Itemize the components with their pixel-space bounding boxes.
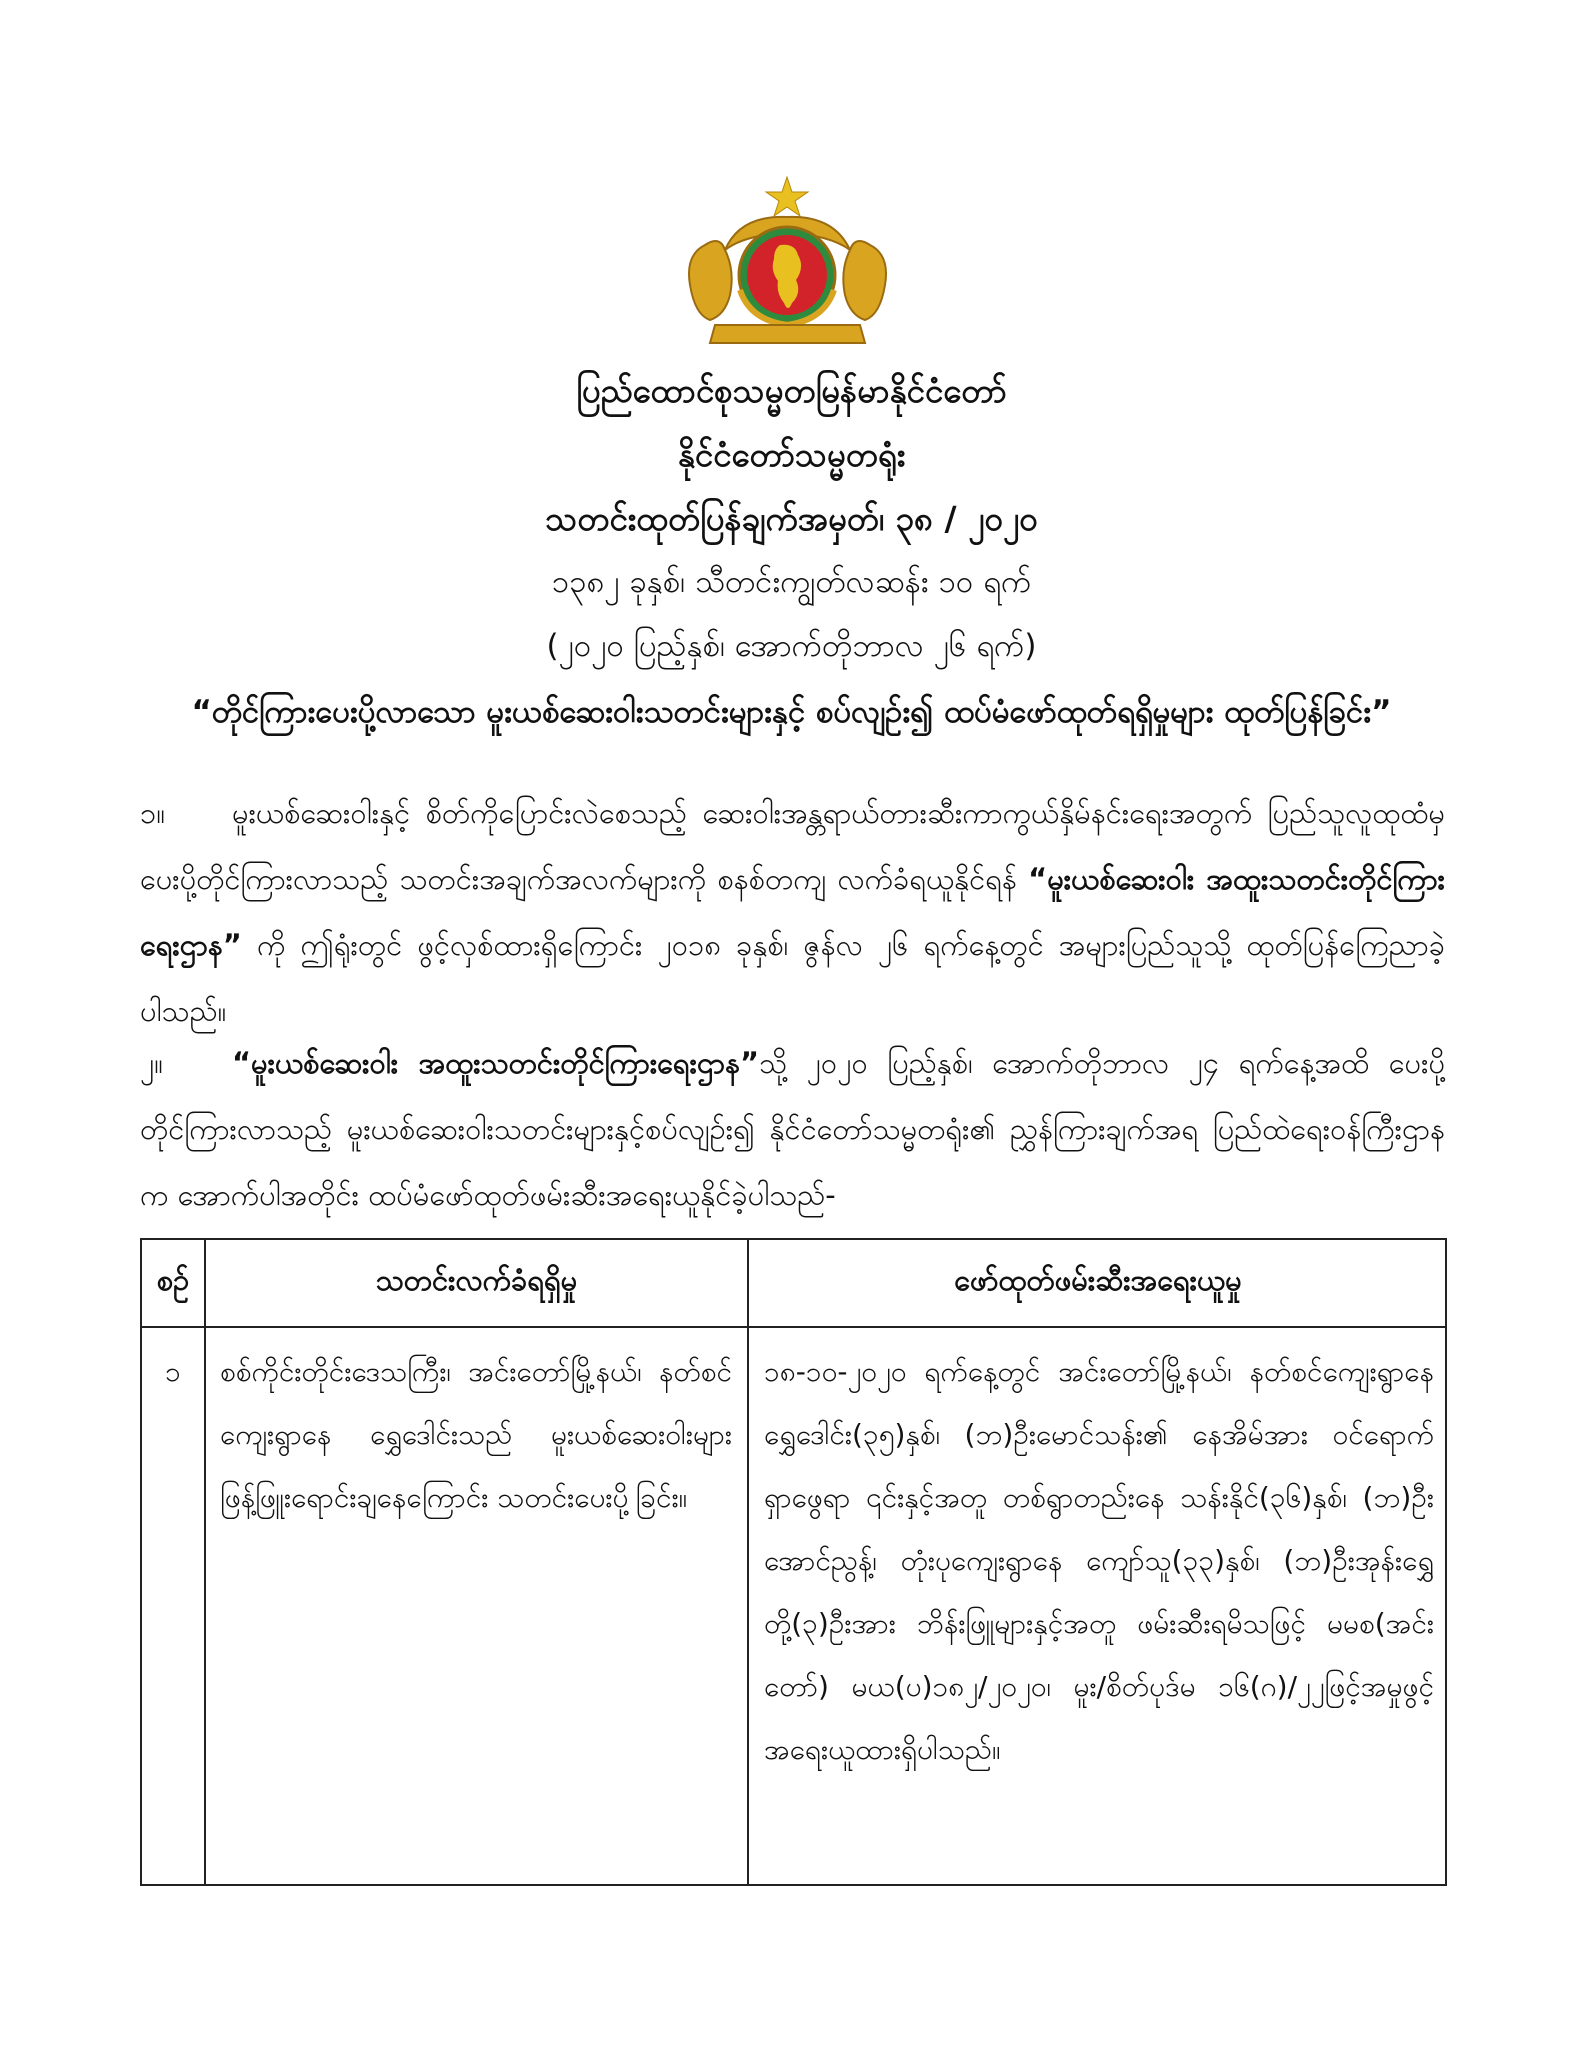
table-divider [204,1240,206,1884]
row-number: ၁ [165,1355,181,1388]
country-name: ပြည်ထောင်စုသမ္မတမြန်မာနိုင်ငံတော် [576,371,1007,410]
column-header-no: စဉ် [156,1262,190,1297]
row-received: စစ်ကိုင်းတိုင်းဒေသကြီး၊ အင်းတော်မြို့နယ်၊ နတ်စင်ကျေးရွာနေ ရွှေဒေါင်းသည် မူးယစ်ဆေးဝါးများ ဖြန့်ဖြူးရောင်းချနေကြောင်း သတင်းပေးပို့ခြင်း။ [220,1355,732,1514]
table-header-divider [142,1326,1445,1328]
column-header-received: သတင်းလက်ခံရရှိမှု [375,1262,578,1297]
paragraph-bold-text: “မူးယစ်ဆေးဝါး အထူးသတင်းတိုင်ကြားရေးဌာန” [140,862,1445,962]
row-action: ၁၈-၁၀-၂၀၂၀ ရက်နေ့တွင် အင်းတော်မြို့နယ်၊ နတ်စင်ကျေးရွာနေ ရွှေဒေါင်း(၃၅)နှစ်၊ (ဘ)ဦးမောင်သန်း၏ နေအိမ်အား ဝင်ရောက်ရှာဖွေရာ ၎င်းနှင့်အတူ တစ်ရွာတည်းနေ သန်းနိုင်(၃၆)နှစ်၊ (ဘ)ဦးအောင်ညွန့်၊ တုံးပုကျေးရွာနေ ကျော်သူ(၃၃)နှစ်၊ (ဘ)ဦးအုန်းရွှေ တို့(၃)ဦးအား ဘိန်းဖြူများနှင့်အတူ ဖမ်းဆီးရမိသဖြင့် မမစ(အင်းတော်) မယ(ပ)၁၈၂/၂၀၂၀၊ မူး/စိတ်ပုဒ်မ ၁၆(ဂ)/၂၂ဖြင့်အမှုဖွင့် အရေးယူထားရှိပါသည်။ [764,1355,1434,1766]
paragraph-2 [140,1030,1445,1228]
paragraph-number: ၁။ [140,796,166,830]
paragraph-text: မူးယစ်ဆေးဝါးနှင့် စိတ်ကိုပြောင်းလဲစေသည့် ဆေးဝါးအန္တရာယ်တားဆီးကာကွယ်နှိမ်နင်းရေးအတွက် ပြည်သူလူထုထံမှ ပေးပို့တိုင်ကြားလာသည့် သတင်းအချက်အလက်များကို စနစ်တကျ လက်ခံရယူနိုင်ရန် [140,796,1445,896]
results-table [140,1238,1447,1886]
table-divider [747,1240,749,1884]
release-number: သတင်းထုတ်ပြန်ချက်အမှတ်၊ ၃၈ / ၂၀၂၀ [545,499,1038,538]
paragraph-text: သို့ ၂၀၂၀ ပြည့်နှစ်၊ အောက်တိုဘာလ ၂၄ ရက်နေ့အထိ ပေးပို့တိုင်ကြားလာသည့် မူးယစ်ဆေးဝါးသတင်းများနှင့်စပ်လျဉ်း၍ နိုင်ငံတော်သမ္မတရုံး၏ ညွှန်ကြားချက်အရ ပြည်ထဲရေးဝန်ကြီးဌာနက အောက်ပါအတိုင်း ထပ်မံဖော်ထုတ်ဖမ်းဆီးအရေးယူနိုင်ခဲ့ပါသည်- [140,1046,1445,1212]
paragraph-number: ၂။ [140,1046,164,1080]
paragraph-text: ကို ဤရုံးတွင် ဖွင့်လှစ်ထားရှိကြောင်း ၂၀၁၈ ခုနှစ်၊ ဇွန်လ ၂၆ ရက်နေ့တွင် အများပြည်သူသို့ ထုတ်ပြန်ကြေညာခဲ့ပါသည်။ [140,928,1446,1028]
paragraph-1 [140,780,1445,1044]
office-name: နိုင်ငံတော်သမ္မတရုံး [677,435,906,474]
paragraph-bold-text: “မူးယစ်ဆေးဝါး အထူးသတင်းတိုင်ကြားရေးဌာန” [232,1046,760,1080]
state-emblem [680,175,895,350]
column-header-action: ဖော်ထုတ်ဖမ်းဆီးအရေးယူမှု [954,1262,1242,1297]
myanmar-date: ၁၃၈၂ ခုနှစ်၊ သီတင်းကျွတ်လဆန်း ၁၀ ရက် [551,564,1032,600]
state-seal-icon [680,175,895,350]
release-title: “တိုင်ကြားပေးပို့လာသော မူးယစ်ဆေးဝါးသတင်းများနှင့် စပ်လျဉ်း၍ ထပ်မံဖော်ထုတ်ရရှိမှုများ ထုတ်ပြန်ခြင်း” [191,694,1392,730]
gregorian-date: (၂၀၂၀ ပြည့်နှစ်၊ အောက်တိုဘာလ ၂၆ ရက်) [546,628,1037,664]
